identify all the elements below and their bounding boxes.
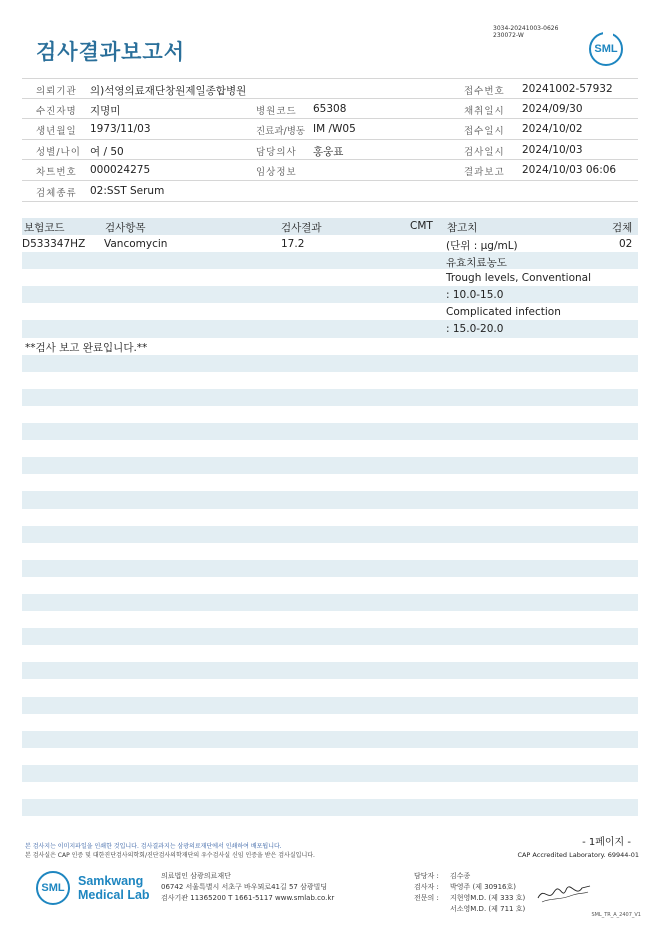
staff-list (414, 871, 525, 915)
header-cmt: CMT (410, 220, 433, 232)
table-row (22, 816, 638, 833)
table-row (22, 645, 638, 662)
result-specimen: 02 (619, 238, 633, 250)
completion-note: **검사 보고 완료입니다.** (25, 342, 148, 354)
header-reference: 참고치 (447, 222, 478, 234)
table-row (22, 509, 638, 526)
table-row (22, 679, 638, 696)
info-label: 담당의사 (256, 146, 297, 158)
result-rows (22, 235, 638, 833)
footer-note: 본 검사실은 CAP 인증 및 대한진단검사의학회/진단검사의학재단의 우수검사실 신임 인증을 받은 검사실입니다. (25, 852, 315, 859)
brand-line: Samkwang (78, 874, 144, 888)
info-label: 검사일시 (464, 146, 505, 158)
reference-line: : 15.0-20.0 (446, 323, 504, 335)
document-id-line: 230072-W (493, 32, 524, 39)
info-row (22, 99, 638, 120)
staff-role: 전문의 : (414, 894, 439, 902)
table-row (22, 714, 638, 731)
sml-footer-logo-icon: SML (36, 871, 70, 905)
table-row (22, 286, 638, 303)
staff-name: 지현영M.D. (제 333 호) (450, 894, 526, 902)
info-row (22, 119, 638, 140)
info-label: 결과보고 (464, 167, 505, 179)
table-row (22, 662, 638, 679)
staff-name: 박영주 (제 30916호) (450, 883, 516, 891)
cap-accreditation: CAP Accredited Laboratory. 69944-01 (517, 851, 639, 859)
info-value: 65308 (313, 102, 347, 115)
reference-line: : 10.0-15.0 (446, 289, 504, 301)
report-title: 검사결과보고서 (36, 40, 186, 64)
info-label: 접수일시 (464, 126, 505, 138)
table-row (22, 731, 638, 748)
table-row (22, 440, 638, 457)
info-value: 2024/10/03 (522, 143, 583, 156)
table-row (22, 594, 638, 611)
lab-address (161, 871, 334, 904)
info-label: 성별/나이 (36, 146, 81, 158)
table-row (22, 748, 638, 765)
table-row (22, 577, 638, 594)
patient-info-table (22, 78, 638, 202)
header-result: 검사결과 (281, 222, 322, 234)
info-label: 접수번호 (464, 86, 505, 97)
address-line: 검사기관 11365200 T 1661-5117 www.smlab.co.kr (161, 894, 335, 902)
info-value: 2024/10/03 06:06 (522, 164, 617, 177)
info-value: 지명미 (90, 104, 121, 117)
sml-logo-icon: SML (589, 32, 623, 66)
results-table (22, 218, 638, 833)
document-id (493, 25, 558, 39)
page-number: - 1페이지 - (582, 837, 631, 848)
info-label: 병원코드 (256, 105, 297, 117)
info-label: 채취일시 (464, 105, 505, 117)
document-id-line: 3034-20241003-0626 (493, 25, 559, 32)
staff-name: 김수종 (450, 872, 471, 880)
table-row (22, 611, 638, 628)
result-item: Vancomycin (104, 238, 168, 250)
address-line: 의료법인 삼광의료재단 (161, 872, 231, 880)
info-row (22, 78, 638, 99)
info-value: IM /W05 (313, 123, 356, 136)
staff-row (414, 882, 525, 893)
info-value: 02:SST Serum (90, 184, 165, 197)
table-row (22, 252, 638, 269)
signature-icon (536, 880, 592, 906)
table-row (22, 526, 638, 543)
info-value: 의)석영의료재단창원제일종합병원 (90, 85, 247, 97)
table-row (22, 799, 638, 816)
info-value: 홍웅표 (313, 145, 344, 158)
table-row (22, 372, 638, 389)
results-header (22, 218, 638, 235)
info-label: 의뢰기관 (36, 86, 77, 97)
footer-note: 본 검사지는 이미지파일을 인쇄한 것입니다. 검사결과지는 삼광의료재단에서 인쇄하여 배포됩니다. (25, 843, 282, 850)
table-row (22, 543, 638, 560)
address-line: 06742 서울특별시 서초구 바우뫼로41길 57 삼광빌딩 (161, 883, 328, 891)
info-value: 여 / 50 (90, 145, 124, 158)
table-row (22, 628, 638, 645)
result-code: D533347HZ (22, 238, 86, 250)
table-row (22, 320, 638, 337)
info-row (22, 140, 638, 161)
staff-row (414, 871, 525, 882)
brand-name (78, 874, 150, 902)
table-row (22, 697, 638, 714)
reference-line: Trough levels, Conventional (446, 272, 592, 284)
table-row (22, 406, 638, 423)
staff-row (414, 893, 525, 904)
info-value: 000024275 (90, 164, 151, 177)
header-test-item: 검사항목 (105, 222, 146, 234)
table-row (22, 491, 638, 508)
table-row (22, 389, 638, 406)
result-value: 17.2 (281, 238, 305, 250)
table-row (22, 782, 638, 799)
info-label: 임상정보 (256, 167, 297, 179)
reference-line: (단위 : μg/mL) (446, 240, 518, 252)
reference-line: Complicated infection (446, 306, 561, 318)
header-insurance-code: 보험코드 (24, 222, 65, 234)
info-value: 2024/09/30 (522, 102, 583, 115)
table-row (22, 355, 638, 372)
reference-line: 유효치료농도 (446, 257, 507, 269)
info-label: 진료과/병동 (256, 126, 306, 138)
staff-name: 서소영M.D. (제 711 호) (450, 905, 526, 913)
info-label: 수진자명 (36, 105, 77, 117)
table-row (22, 423, 638, 440)
table-row (22, 765, 638, 782)
info-value: 2024/10/02 (522, 123, 583, 136)
info-row (22, 181, 638, 202)
brand-line: Medical Lab (78, 888, 150, 902)
info-label: 검체종류 (36, 187, 77, 199)
header-specimen: 검체 (612, 222, 633, 234)
info-value: 1973/11/03 (90, 123, 151, 136)
info-value: 20241002-57932 (522, 83, 613, 95)
info-row (22, 160, 638, 181)
footer-notes (25, 842, 315, 860)
form-code: SML_TR_A_2407_V1 (591, 912, 641, 918)
info-label: 생년월일 (36, 126, 77, 138)
table-row (22, 560, 638, 577)
staff-row (414, 904, 525, 915)
table-row (22, 474, 638, 491)
staff-role: 검사자 : (414, 883, 439, 891)
info-label: 차트번호 (36, 167, 77, 179)
staff-role: 담당자 : (414, 872, 439, 880)
table-row (22, 457, 638, 474)
